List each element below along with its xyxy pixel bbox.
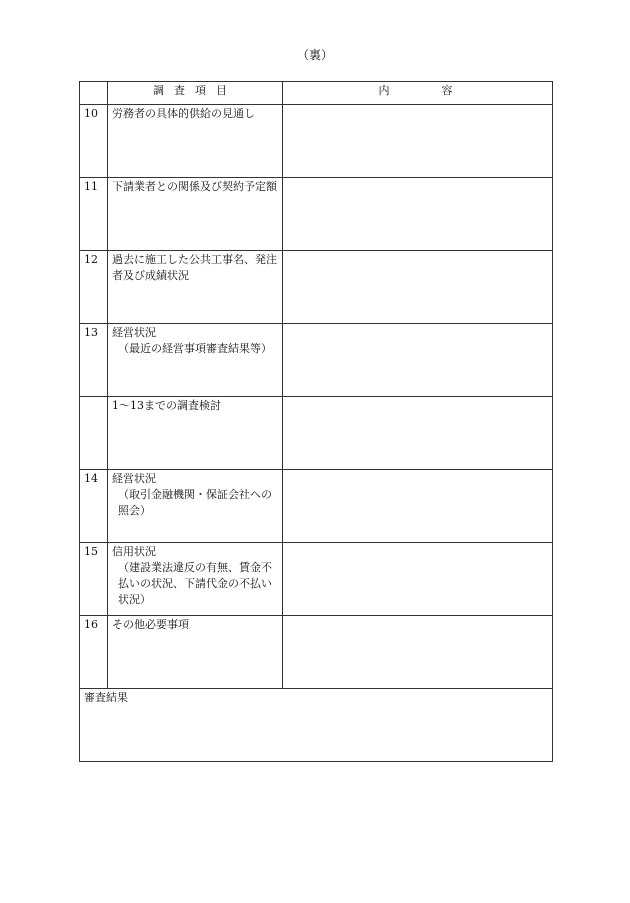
table-row: [80, 543, 553, 616]
row-item-label: その他必要事項: [112, 618, 189, 631]
row-item: [108, 616, 283, 689]
header-item: 調査項目: [108, 82, 283, 105]
result-cell[interactable]: [80, 689, 553, 762]
table-header: [80, 82, 553, 105]
row-item-label: 下請業者との関係及び契約予定額: [112, 180, 277, 193]
row-number: 10: [80, 105, 108, 178]
row-content-cell[interactable]: [283, 470, 553, 543]
row-number: [80, 397, 108, 470]
row-item-label: 経営状況: [112, 472, 156, 485]
table-row: [80, 178, 553, 251]
result-label: 審査結果: [84, 691, 128, 704]
table-row: [80, 470, 553, 543]
page-side-label: （裏）: [296, 48, 333, 62]
result-row: [80, 689, 553, 762]
row-item-label: 労務者の具体的供給の見通し: [112, 107, 255, 120]
row-item: [108, 178, 283, 251]
row-item: [108, 470, 283, 543]
header-content: 内容: [283, 82, 553, 105]
table-row: [80, 397, 553, 470]
row-content-cell[interactable]: [283, 616, 553, 689]
row-item: [108, 105, 283, 178]
row-item-sub: （最近の経営事項審査結果等）: [118, 342, 272, 355]
row-number: 16: [80, 616, 108, 689]
row-item-sub: （建設業法違反の有無、賃金不払いの状況、下請代金の不払い状況）: [118, 561, 272, 606]
row-number: 11: [80, 178, 108, 251]
row-content-cell[interactable]: [283, 543, 553, 616]
survey-table: [79, 81, 553, 762]
row-item: [108, 397, 283, 470]
row-content-cell[interactable]: [283, 178, 553, 251]
table-row: [80, 251, 553, 324]
row-item: [108, 251, 283, 324]
row-item-label: 過去に施工した公共工事名、発注者及び成績状況: [112, 253, 277, 282]
row-content-cell[interactable]: [283, 105, 553, 178]
table-row: [80, 105, 553, 178]
header-no: [80, 82, 108, 105]
row-item-label: 1～13までの調査検討: [112, 399, 221, 412]
table-row: [80, 616, 553, 689]
row-number: 12: [80, 251, 108, 324]
row-number: 15: [80, 543, 108, 616]
row-item-label: 信用状況: [112, 545, 156, 558]
row-content-cell[interactable]: [283, 251, 553, 324]
row-item-sub: （取引金融機関・保証会社への照会）: [118, 488, 272, 517]
row-item: [108, 543, 283, 616]
table-row: [80, 324, 553, 397]
row-item: [108, 324, 283, 397]
row-number: 14: [80, 470, 108, 543]
row-content-cell[interactable]: [283, 397, 553, 470]
row-number: 13: [80, 324, 108, 397]
row-item-label: 経営状況: [112, 326, 156, 339]
row-content-cell[interactable]: [283, 324, 553, 397]
